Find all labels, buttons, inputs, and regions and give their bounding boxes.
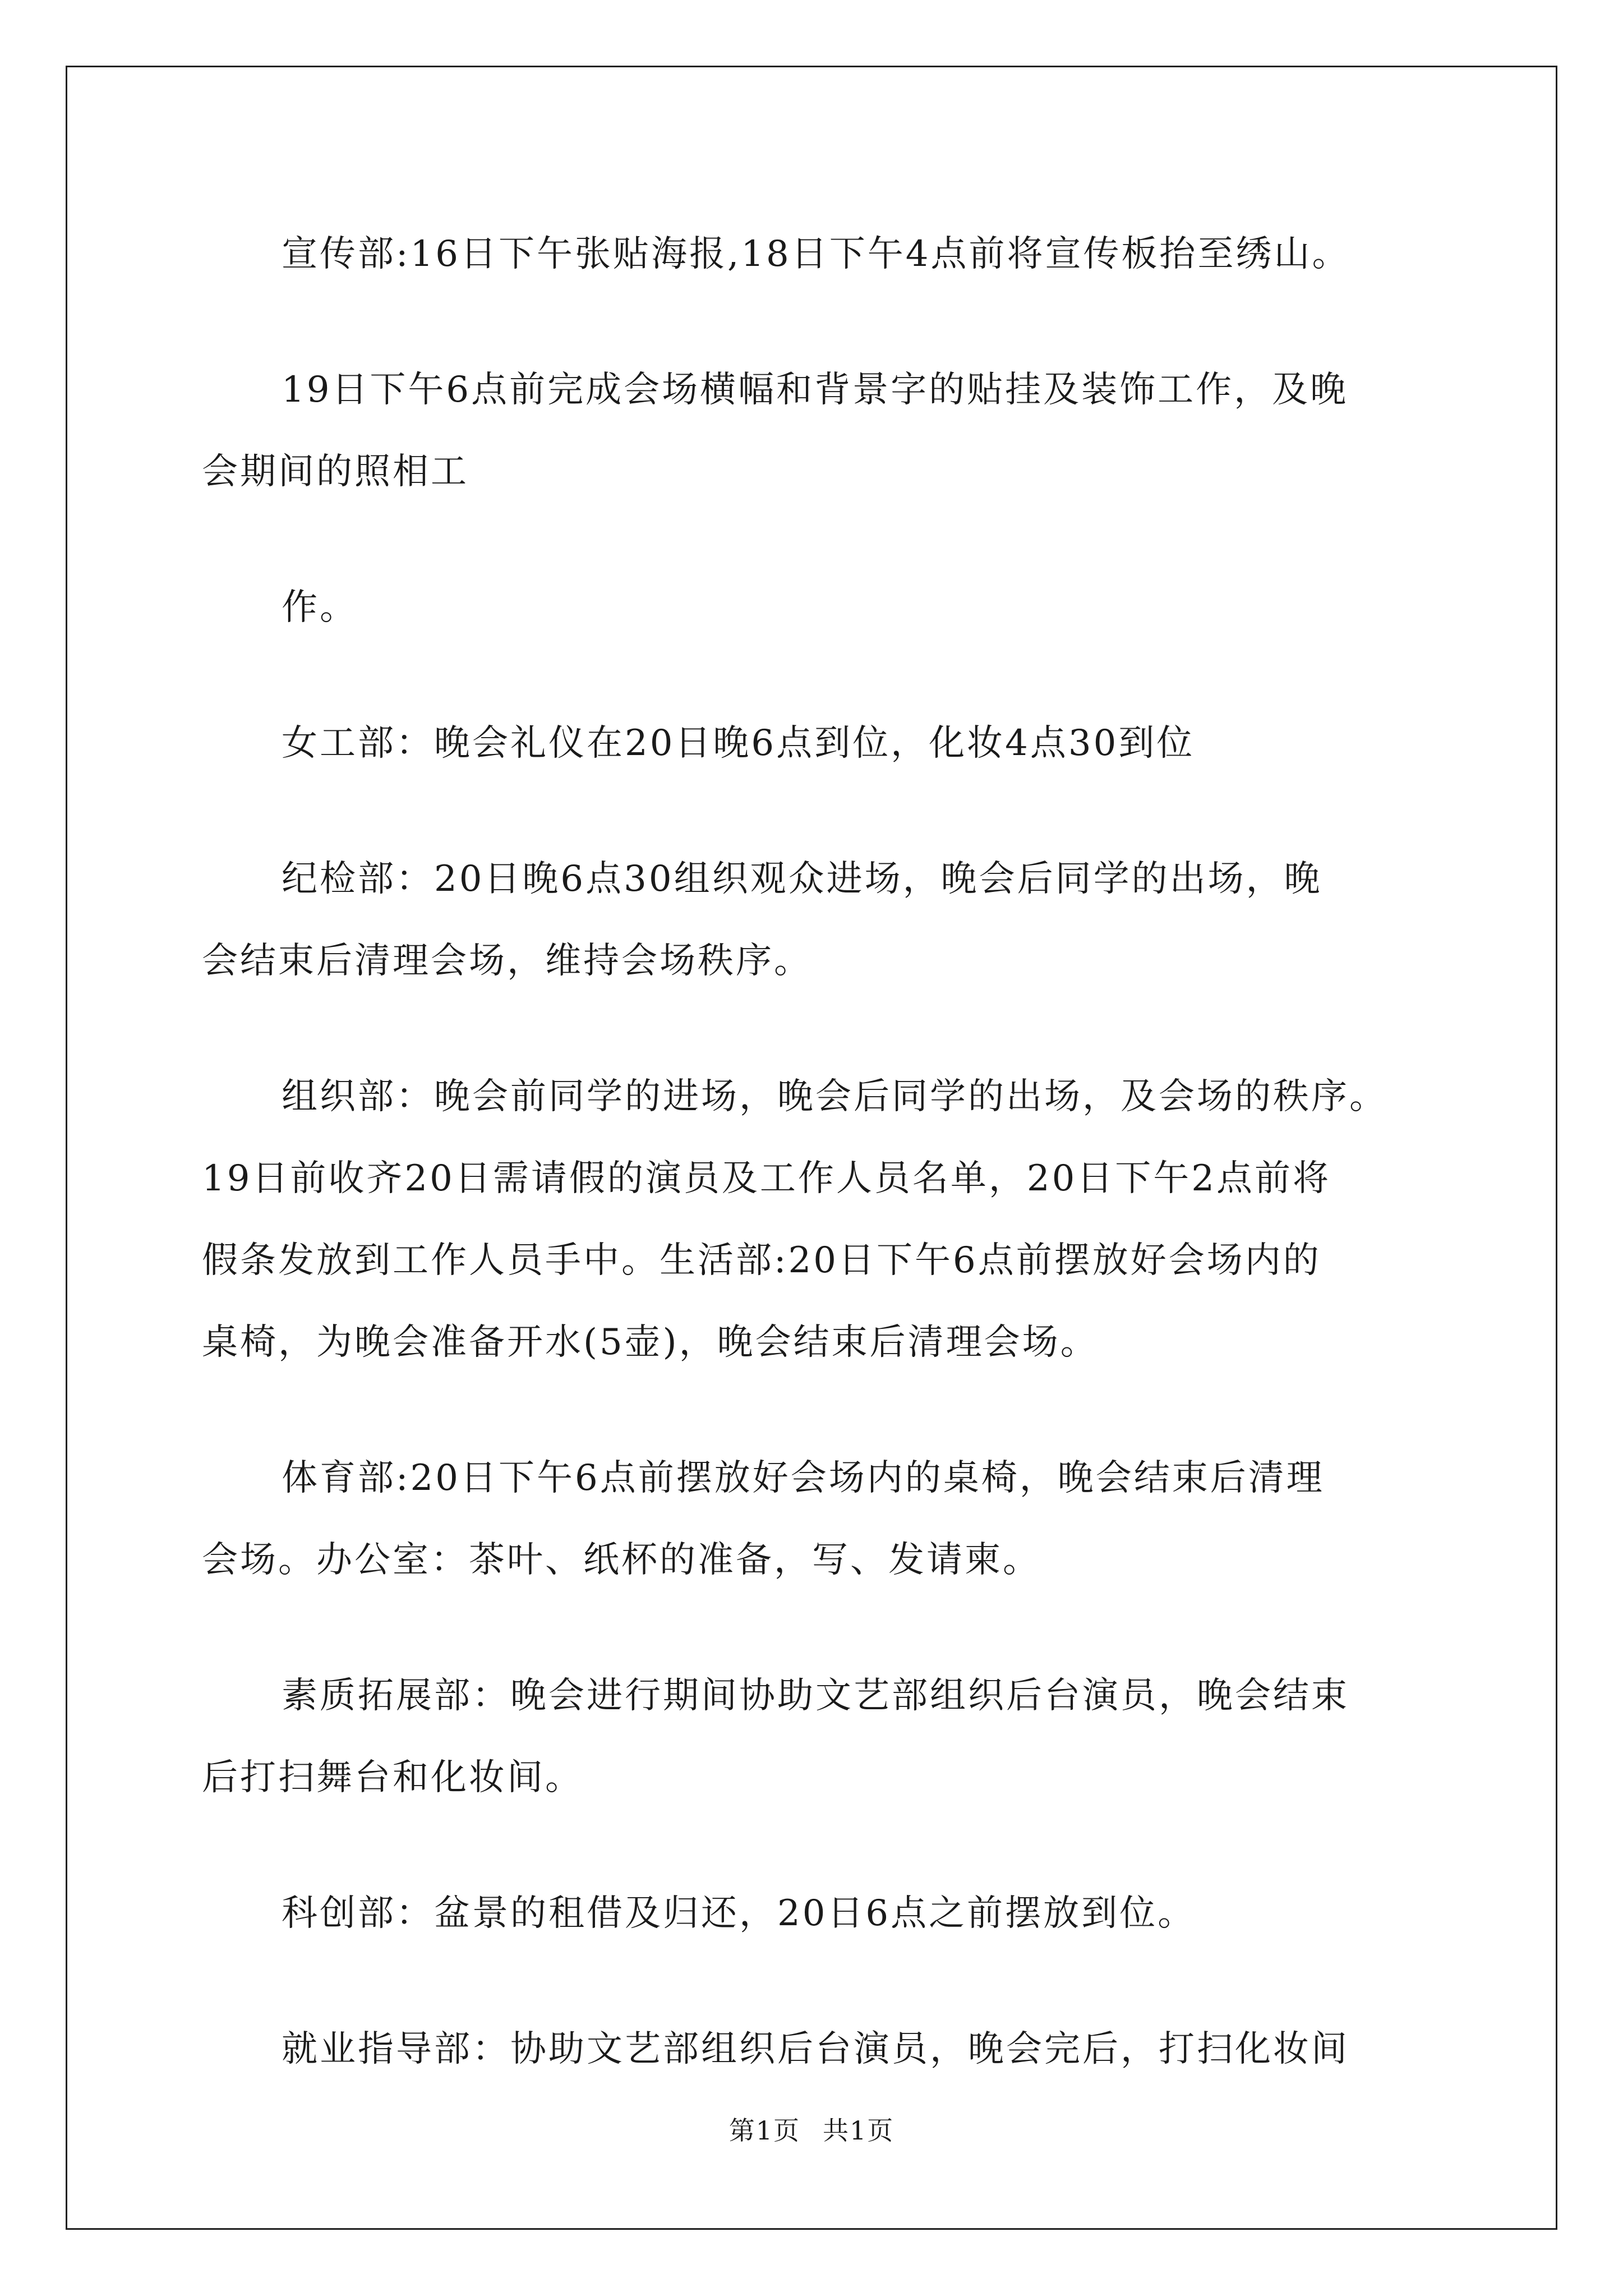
text-line: 女工部：晚会礼仪在20日晚6点到位，化妆4点30到位 (282, 723, 1195, 764)
text-line: 会结束后清理会场，维持会场秩序。 (202, 940, 812, 982)
page-footer (0, 2110, 1623, 2147)
paragraph-publicity-end (202, 567, 1430, 648)
paragraph-women-dept (202, 702, 1430, 784)
text-line: 组织部：晚会前同学的进场，晚会后同学的出场，及会场的秩序。 (282, 1076, 1387, 1117)
text-line: 作。 (282, 587, 358, 628)
text-line: 就业指导部：协助文艺部组织后台演员，晚会完后，打扫化妆间 (282, 2028, 1349, 2070)
text-line: 素质拓展部：晚会进行期间协助文艺部组织后台演员，晚会结束 (282, 1675, 1349, 1717)
text-line: 19日下午6点前完成会场横幅和背景字的贴挂及装饰工作，及晚 (282, 369, 1349, 411)
paragraph-organization-dept (202, 1056, 1430, 1383)
paragraph-publicity-continued (202, 349, 1430, 513)
text-line: 纪检部：20日晚6点30组织观众进场，晚会后同学的出场，晚 (282, 858, 1322, 900)
text-line: 会场。办公室：茶叶、纸杯的准备，写、发请柬。 (202, 1539, 1041, 1581)
document-body (202, 213, 1430, 2090)
paragraph-publicity (202, 213, 1430, 295)
paragraph-quality-dept (202, 1655, 1430, 1819)
text-line: 19日前收齐20日需请假的演员及工作人员名单，20日下午2点前将 (202, 1158, 1331, 1199)
text-line: 假条发放到工作人员手中。生活部:20日下午6点前摆放好会场内的 (202, 1240, 1321, 1281)
text-line: 宣传部:16日下午张贴海报,18日下午4点前将宣传板抬至绣山。 (282, 233, 1350, 275)
text-line: 科创部：盆景的租借及归还，20日6点之前摆放到位。 (282, 1893, 1196, 1934)
text-line: 桌椅，为晚会准备开水(5壶)，晚会结束后清理会场。 (202, 1322, 1099, 1363)
text-line: 后打扫舞台和化妆间。 (202, 1757, 583, 1798)
paragraph-innovation-dept (202, 1872, 1430, 1954)
paragraph-discipline-dept (202, 838, 1430, 1002)
paragraph-sports-dept (202, 1437, 1430, 1601)
page-number: 第1页 (728, 2115, 800, 2146)
page-total: 共1页 (823, 2115, 895, 2146)
text-line: 会期间的照相工 (202, 451, 469, 493)
paragraph-employment-dept (202, 2008, 1430, 2090)
text-line: 体育部:20日下午6点前摆放好会场内的桌椅，晚会结束后清理 (282, 1457, 1325, 1499)
